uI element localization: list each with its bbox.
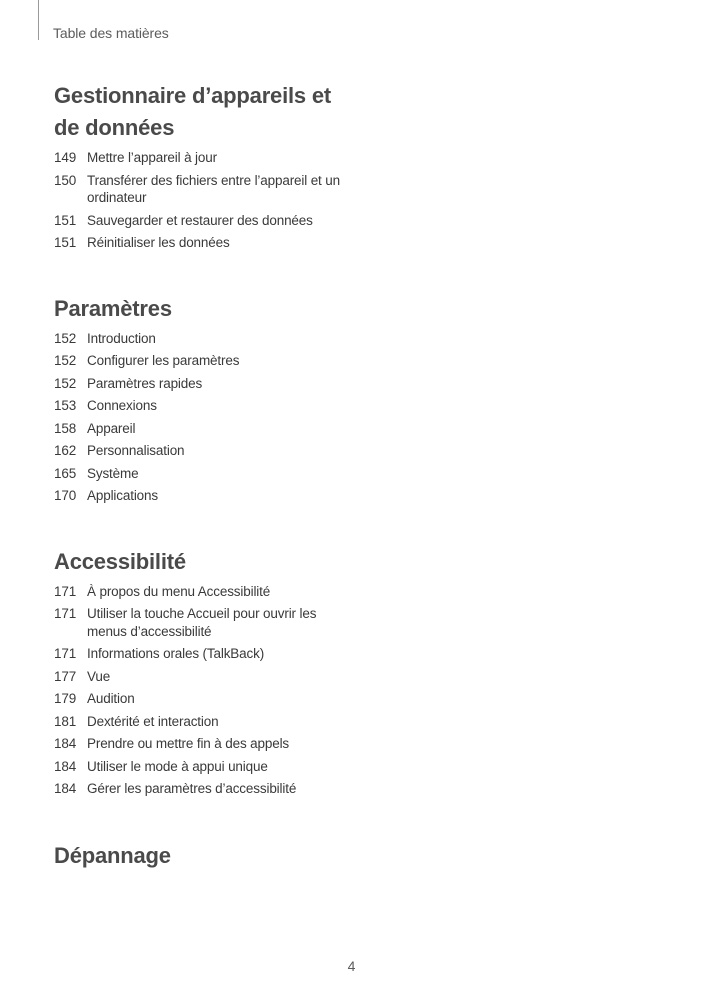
toc-entry[interactable]	[54, 668, 344, 686]
toc-entry-title: Sauvegarder et restaurer des données	[87, 212, 313, 228]
toc-page-number: 149	[54, 150, 77, 165]
toc-entry-title: Système	[87, 465, 139, 481]
toc-entry-title: Applications	[87, 488, 158, 503]
table-of-contents	[54, 80, 344, 877]
toc-entry[interactable]	[54, 149, 344, 167]
toc-page-number: 152	[54, 330, 77, 346]
toc-entry[interactable]	[54, 352, 344, 370]
toc-entry-title: Configurer les paramètres	[87, 353, 240, 368]
toc-section-accessibilite	[54, 546, 344, 798]
toc-page-number: 171	[54, 583, 77, 599]
toc-entry-title: Paramètres rapides	[87, 375, 203, 391]
toc-entry-title: Réinitialiser les données	[87, 235, 230, 250]
toc-page-number: 165	[54, 465, 77, 481]
toc-section-gestionnaire	[54, 80, 344, 252]
toc-section-depannage[interactable]	[54, 840, 344, 872]
toc-entry-title: À propos du menu Accessibilité	[87, 583, 271, 599]
toc-page-number: 151	[54, 212, 77, 228]
toc-entry-title: Audition	[87, 691, 135, 706]
section-title: Gestionnaire d’appareils et de données	[54, 83, 332, 140]
toc-page-number: 171	[54, 646, 77, 661]
toc-page-number: 179	[54, 691, 77, 706]
toc-entry[interactable]	[54, 780, 344, 798]
toc-entry-title: Personnalisation	[87, 443, 185, 458]
toc-page-number: 152	[54, 353, 77, 368]
running-header: Table des matières	[53, 25, 169, 41]
toc-section-parametres	[54, 293, 344, 505]
toc-entry[interactable]	[54, 375, 344, 393]
toc-entry[interactable]	[54, 645, 344, 663]
toc-entry-title: Gérer les paramètres d’accessibilité	[87, 781, 297, 796]
toc-entry-title: Mettre l’appareil à jour	[87, 150, 217, 165]
toc-entry[interactable]	[54, 758, 344, 776]
toc-page-number: 158	[54, 420, 77, 436]
toc-page-number: 184	[54, 781, 77, 796]
toc-entry[interactable]	[54, 397, 344, 415]
toc-page-number: 171	[54, 606, 77, 621]
toc-entry[interactable]	[54, 212, 344, 230]
toc-entry[interactable]	[54, 583, 344, 601]
toc-entry[interactable]	[54, 442, 344, 460]
toc-page-number: 153	[54, 398, 77, 413]
toc-entry-title: Introduction	[87, 330, 156, 346]
toc-entry[interactable]	[54, 420, 344, 438]
toc-entry-title: Transférer des fichiers entre l’appareil et un ordinateur	[87, 172, 340, 205]
page-number: 4	[347, 958, 356, 974]
toc-entry[interactable]	[54, 690, 344, 708]
toc-page-number: 151	[54, 235, 77, 250]
toc-entry-title: Informations orales (TalkBack)	[87, 646, 265, 661]
toc-entry[interactable]	[54, 330, 344, 348]
toc-entry-title: Connexions	[87, 398, 157, 413]
toc-entry[interactable]	[54, 735, 344, 753]
toc-entry-title: Vue	[87, 668, 111, 684]
toc-page-number: 184	[54, 758, 77, 774]
toc-entry[interactable]	[54, 487, 344, 505]
toc-entry-title: Prendre ou mettre fin à des appels	[87, 736, 290, 751]
toc-page-number: 162	[54, 443, 77, 458]
toc-entry-title: Utiliser la touche Accueil pour ouvrir les menus d’accessibilité	[87, 606, 317, 639]
toc-entry[interactable]	[54, 605, 344, 640]
section-title: Accessibilité	[54, 548, 186, 574]
toc-entry[interactable]	[54, 713, 344, 731]
header-divider	[38, 0, 39, 40]
toc-entry[interactable]	[54, 234, 344, 252]
toc-entry[interactable]	[54, 465, 344, 483]
toc-entry-title: Utiliser le mode à appui unique	[87, 758, 268, 774]
section-title: Dépannage	[54, 842, 171, 868]
toc-page-number: 184	[54, 736, 77, 751]
toc-entry-title: Appareil	[87, 420, 136, 436]
toc-page-number: 170	[54, 488, 77, 503]
toc-page-number: 150	[54, 172, 77, 188]
toc-page-number: 152	[54, 375, 77, 391]
toc-page-number: 177	[54, 668, 77, 684]
toc-page-number: 181	[54, 713, 77, 729]
toc-entry[interactable]	[54, 172, 344, 207]
toc-entry-title: Dextérité et interaction	[87, 713, 219, 729]
section-title: Paramètres	[54, 295, 172, 321]
